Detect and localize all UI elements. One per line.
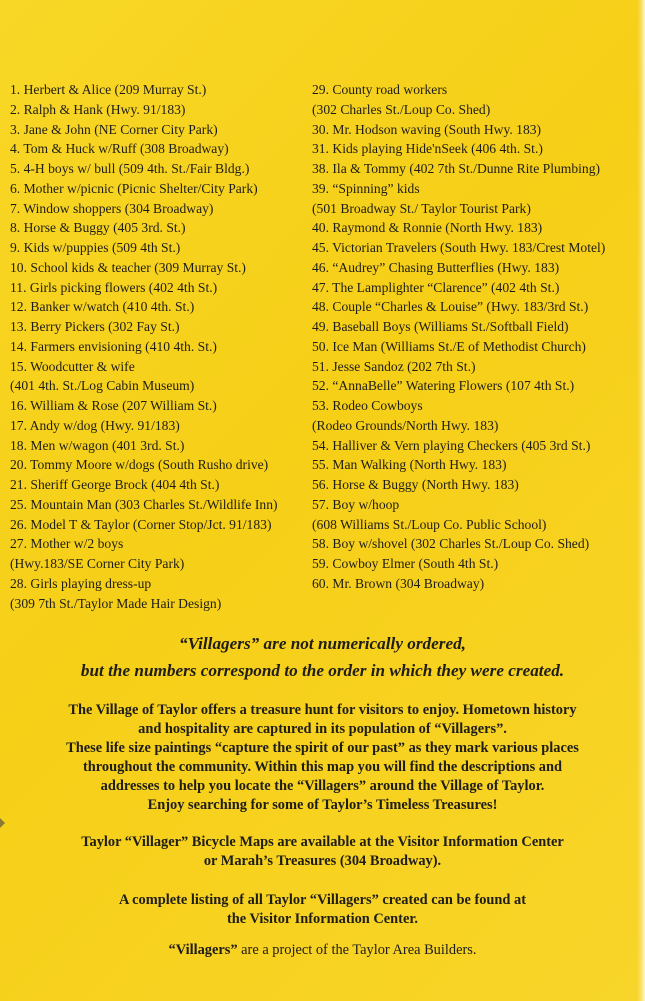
- project-credit: [0, 941, 645, 960]
- villager-entry: 11. Girls picking flowers (402 4th St.): [10, 279, 218, 295]
- intro-line: addresses to help you locate the “Villagers” around the Village of Taylor.: [100, 778, 545, 794]
- villager-entry: 49. Baseball Boys (Williams St./Softball Field): [312, 319, 569, 334]
- listing-line: the Visitor Information Center.: [226, 911, 419, 927]
- villager-entry: 18. Men w/wagon (401 3rd. St.): [10, 437, 185, 453]
- villager-entry: 46. “Audrey” Chasing Butterflies (Hwy. 183): [312, 259, 560, 275]
- villager-entry: 50. Ice Man (Williams St./E of Methodist Church): [312, 338, 586, 354]
- bicycle-line: or Marah’s Treasures (304 Broadway).: [203, 853, 442, 869]
- villager-address: (Hwy.183/SE Corner City Park): [10, 556, 185, 571]
- villager-address: (501 Broadway St./ Taylor Tourist Park): [312, 200, 531, 216]
- villager-entry: 52. “AnnaBelle” Watering Flowers (107 4th St.): [312, 378, 575, 394]
- villager-entry: 26. Model T & Taylor (Corner Stop/Jct. 91/183): [10, 516, 272, 532]
- villager-entry: 15. Woodcutter & wife: [10, 358, 135, 374]
- villager-entry: 53. Rodeo Cowboys: [312, 398, 423, 413]
- bicycle-line: Taylor “Villager” Bicycle Maps are available at the Visitor Information Center: [81, 834, 564, 850]
- villager-entry: 2. Ralph & Hank (Hwy. 91/183): [10, 101, 186, 117]
- villager-entry: 4. Tom & Huck w/Ruff (308 Broadway): [10, 141, 229, 157]
- villager-entry: 9. Kids w/puppies (509 4th St.): [10, 240, 181, 255]
- villager-address: (302 Charles St./Loup Co. Shed): [312, 101, 491, 117]
- villager-entry: 30. Mr. Hodson waving (South Hwy. 183): [312, 121, 542, 137]
- intro-line: and hospitality are captured in its population of “Villagers”.: [138, 721, 507, 737]
- villager-entry: 7. Window shoppers (304 Broadway): [10, 200, 214, 216]
- villager-entry: 55. Man Walking (North Hwy. 183): [312, 457, 507, 473]
- ordering-note-line: “Villagers” are not numerically ordered,: [179, 634, 466, 653]
- intro-line: These life size paintings “capture the spirit of our past” as they mark various places: [66, 740, 579, 756]
- intro-line: The Village of Taylor offers a treasure hunt for visitors to enjoy. Hometown history: [68, 702, 577, 718]
- listing-line: A complete listing of all Taylor “Villagers” created can be found at: [118, 892, 527, 908]
- villager-address: (Rodeo Grounds/North Hwy. 183): [312, 417, 499, 433]
- villager-entry: 47. The Lamplighter “Clarence” (402 4th St.): [312, 279, 560, 295]
- villager-entry: 58. Boy w/shovel (302 Charles St./Loup Co. Shed): [312, 536, 590, 552]
- villager-entry: 1. Herbert & Alice (209 Murray St.): [10, 82, 207, 97]
- villager-entry: 16. William & Rose (207 William St.): [10, 398, 217, 413]
- villager-entry: 38. Ila & Tommy (402 7th St./Dunne Rite Plumbing): [312, 161, 601, 176]
- villager-entry: 17. Andy w/dog (Hwy. 91/183): [10, 417, 180, 433]
- villager-address: (401 4th. St./Log Cabin Museum): [10, 378, 195, 394]
- villager-entry: 48. Couple “Charles & Louise” (Hwy. 183/3rd St.): [312, 299, 589, 315]
- villager-entry: 27. Mother w/2 boys: [10, 536, 124, 552]
- villager-entry: 3. Jane & John (NE Corner City Park): [10, 121, 218, 137]
- intro-line: Enjoy searching for some of Taylor’s Timeless Treasures!: [147, 797, 498, 813]
- villager-entry: 25. Mountain Man (303 Charles St./Wildlife Inn): [10, 496, 278, 512]
- villager-address: (309 7th St./Taylor Made Hair Design): [10, 595, 222, 611]
- intro-line: throughout the community. Within this map you will find the descriptions and: [83, 759, 562, 775]
- description-block: [0, 701, 645, 960]
- villager-entry: 51. Jesse Sandoz (202 7th St.): [312, 358, 476, 374]
- villager-entry: 28. Girls playing dress-up: [10, 575, 152, 591]
- project-credit-bold: “Villagers”: [168, 942, 238, 958]
- villager-entry: 14. Farmers envisioning (410 4th. St.): [10, 338, 217, 354]
- villager-address: (608 Williams St./Loup Co. Public School): [312, 516, 547, 532]
- villager-entry: 40. Raymond & Ronnie (North Hwy. 183): [312, 220, 543, 236]
- villager-list: [10, 80, 635, 613]
- villager-entry: 21. Sheriff George Brock (404 4th St.): [10, 477, 220, 492]
- villager-entry: 59. Cowboy Elmer (South 4th St.): [312, 556, 499, 571]
- villager-list-left: [10, 80, 312, 613]
- project-credit-text: are a project of the Taylor Area Builders.: [237, 942, 477, 958]
- villager-entry: 39. “Spinning” kids: [312, 180, 420, 196]
- villager-entry: 5. 4-H boys w/ bull (509 4th. St./Fair Bldg.): [10, 161, 250, 176]
- villager-entry: 45. Victorian Travelers (South Hwy. 183/Crest Motel): [312, 240, 606, 255]
- villager-entry: 8. Horse & Buggy (405 3rd. St.): [10, 220, 186, 236]
- villager-list-right: [312, 80, 635, 613]
- villager-entry: 56. Horse & Buggy (North Hwy. 183): [312, 477, 519, 492]
- villager-entry: 10. School kids & teacher (309 Murray St.): [10, 259, 246, 275]
- villager-entry: 31. Kids playing Hide'nSeek (406 4th. St.): [312, 141, 543, 157]
- villager-entry: 20. Tommy Moore w/dogs (South Rusho drive): [10, 457, 269, 473]
- ordering-note-line: but the numbers correspond to the order in which they were created.: [80, 661, 565, 680]
- villager-entry: 60. Mr. Brown (304 Broadway): [312, 575, 485, 591]
- villager-entry: 29. County road workers: [312, 82, 448, 97]
- villager-entry: 6. Mother w/picnic (Picnic Shelter/City Park): [10, 180, 258, 196]
- villager-entry: 54. Halliver & Vern playing Checkers (405 3rd St.): [312, 437, 591, 453]
- villager-entry: 57. Boy w/hoop: [312, 496, 400, 512]
- villager-entry: 12. Banker w/watch (410 4th. St.): [10, 299, 195, 315]
- ordering-note: [0, 630, 645, 684]
- villager-entry: 13. Berry Pickers (302 Fay St.): [10, 319, 180, 334]
